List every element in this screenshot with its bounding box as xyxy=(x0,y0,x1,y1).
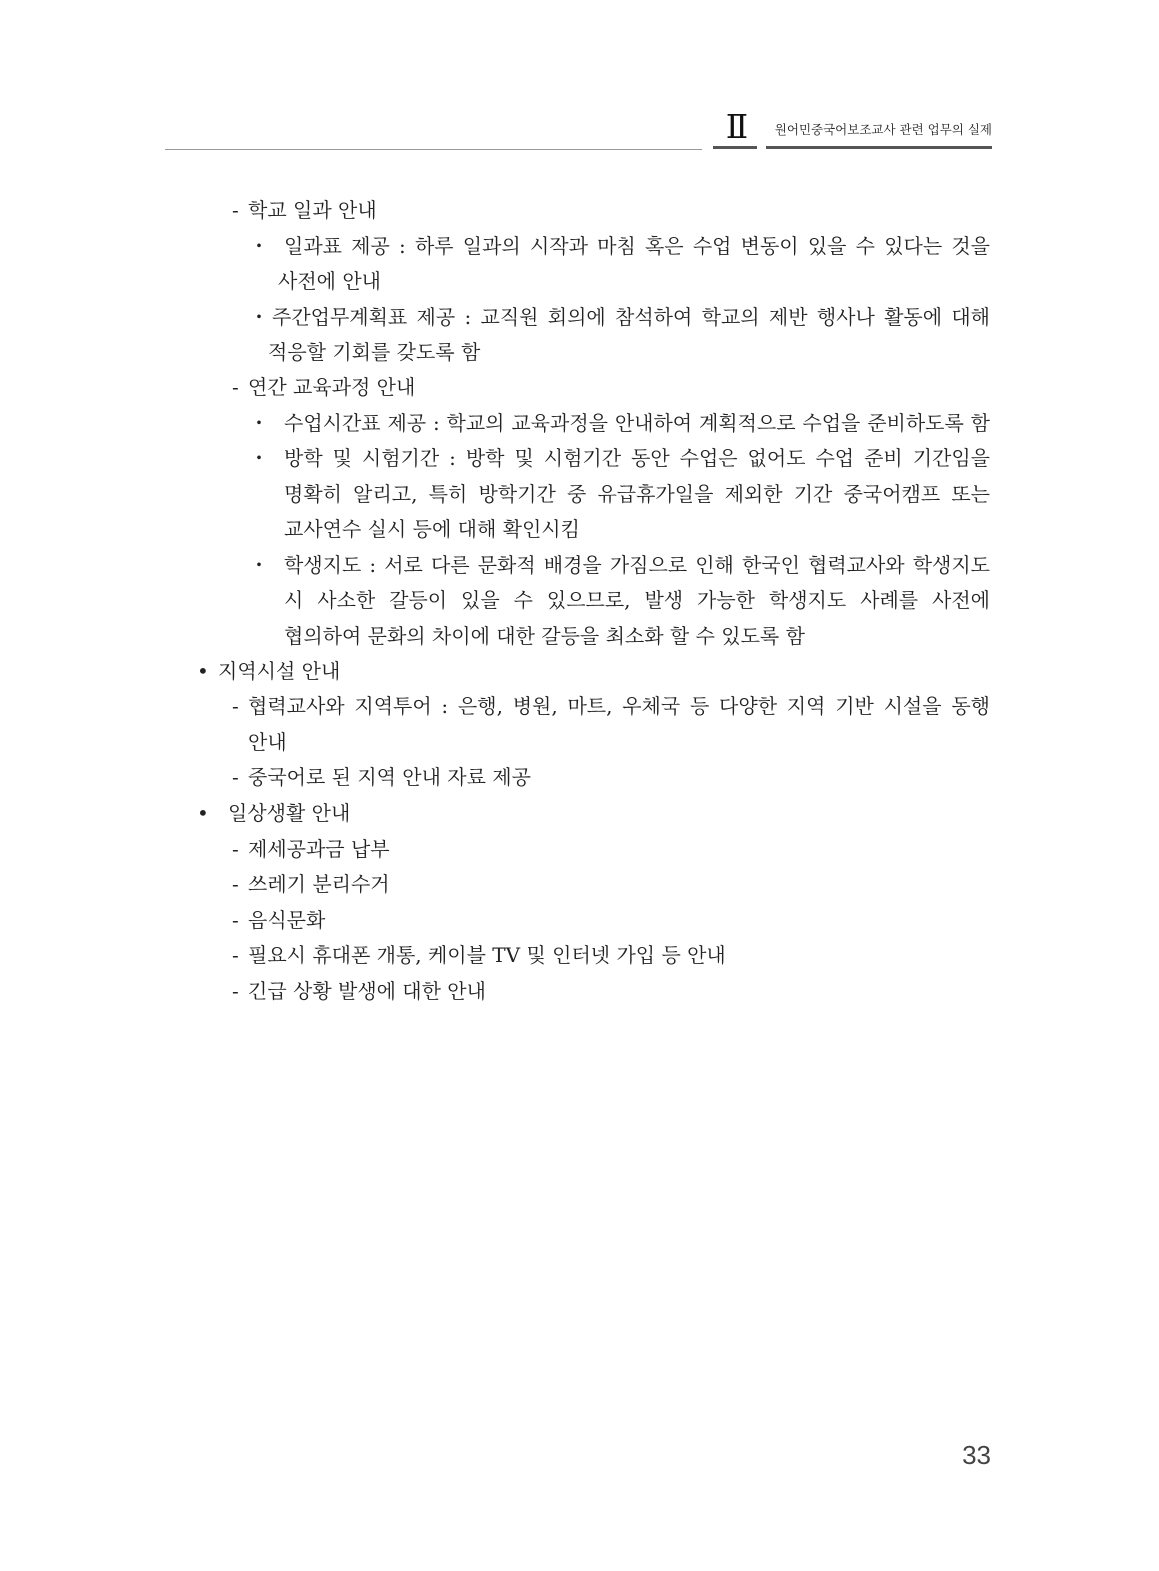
list-item-line: 협력교사와 지역투어 : 은행, 병원, 마트, 우체국 등 다양한 지역 기반 시설을 동행 xyxy=(248,694,990,718)
section-heading-daily-life: 일상생활 안내 xyxy=(228,801,351,825)
list-item-line: 일과표 제공 : 하루 일과의 시작과 마침 혹은 수업 변동이 있을 수 있다는 것을 xyxy=(284,234,990,258)
list-item-line: 명확히 알리고, 특히 방학기간 중 유급휴가일을 제외한 기간 중국어캠프 또는 xyxy=(284,482,990,506)
list-item-line: 쓰레기 분리수거 xyxy=(248,872,390,896)
header-rule-mid xyxy=(713,146,757,149)
list-item-line: 중국어로 된 지역 안내 자료 제공 xyxy=(248,765,531,789)
dash-marker: - xyxy=(232,943,239,967)
page-number: 33 xyxy=(962,1440,991,1470)
middot-marker: ・ xyxy=(249,411,269,435)
list-item-line: 필요시 휴대폰 개통, 케이블 TV 및 인터넷 가입 등 안내 xyxy=(248,943,726,967)
list-item-line: 수업시간표 제공 : 학교의 교육과정을 안내하여 계획적으로 수업을 준비하도록 함 xyxy=(284,411,990,435)
middot-marker: ・ xyxy=(249,553,269,577)
list-item-line: 긴급 상황 발생에 대한 안내 xyxy=(248,979,486,1003)
chapter-numeral: Ⅱ xyxy=(725,110,749,146)
list-item-line: 학생지도 : 서로 다른 문화적 배경을 가짐으로 인해 한국인 협력교사와 학생지도 xyxy=(284,553,990,577)
list-item-line: 방학 및 시험기간 : 방학 및 시험기간 동안 수업은 없어도 수업 준비 기간임을 xyxy=(284,446,990,470)
dash-marker: - xyxy=(232,694,239,718)
header-rule-left xyxy=(165,149,702,150)
list-item-line: 사전에 안내 xyxy=(278,269,381,293)
list-item-line: 시 사소한 갈등이 있을 수 있으므로, 발생 가능한 학생지도 사례를 사전에 xyxy=(284,588,990,612)
dash-marker: - xyxy=(232,375,239,399)
bullet-marker: • xyxy=(197,659,209,683)
sub-heading-school-schedule: 학교 일과 안내 xyxy=(248,198,377,222)
middot-marker: ・ xyxy=(249,234,269,258)
list-item-line: 음식문화 xyxy=(248,908,326,932)
list-item-line: 적응할 기회를 갖도록 함 xyxy=(268,340,481,364)
dash-marker: - xyxy=(232,908,239,932)
dash-marker: - xyxy=(232,872,239,896)
dash-marker: - xyxy=(232,198,239,222)
sub-heading-annual-curriculum: 연간 교육과정 안내 xyxy=(248,375,416,399)
list-item-line: 교사연수 실시 등에 대해 확인시킴 xyxy=(284,517,580,541)
header-rule-right xyxy=(766,146,992,149)
list-item-line: 안내 xyxy=(248,730,287,754)
bullet-marker: • xyxy=(197,801,209,825)
dash-marker: - xyxy=(232,837,239,861)
section-heading-local-facilities: 지역시설 안내 xyxy=(218,659,341,683)
list-item-line: 협의하여 문화의 차이에 대한 갈등을 최소화 할 수 있도록 함 xyxy=(284,624,805,648)
dash-marker: - xyxy=(232,979,239,1003)
running-title: 원어민중국어보조교사 관련 업무의 실제 xyxy=(774,122,992,137)
list-item-line: 제세공과금 납부 xyxy=(248,837,390,861)
dash-marker: - xyxy=(232,765,239,789)
middot-marker: ・ xyxy=(249,305,269,329)
list-item-line: 주간업무계획표 제공 : 교직원 회의에 참석하여 학교의 제반 행사나 활동에 대해 xyxy=(272,305,990,329)
middot-marker: ・ xyxy=(249,446,269,470)
